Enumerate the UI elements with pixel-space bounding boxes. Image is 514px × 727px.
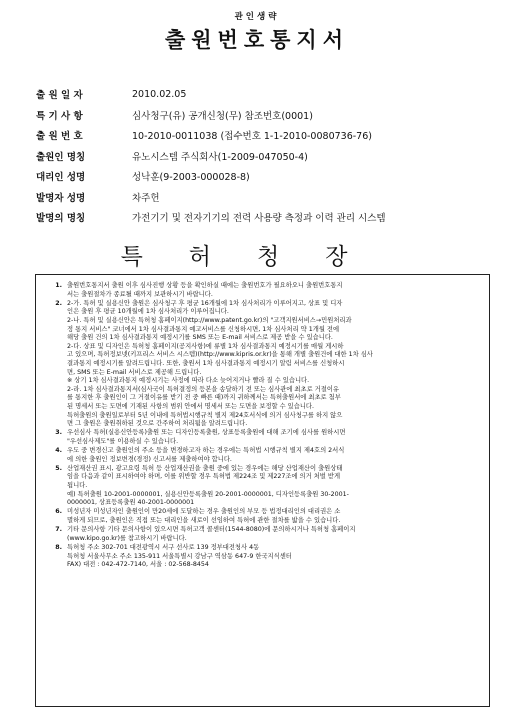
notice-line: 면 그 출원은 출원취하된 것으로 간주하여 처리됨을 알려드립니다. — [67, 420, 248, 428]
field-special-notes — [36, 105, 496, 126]
notice-number: 8. — [55, 543, 62, 551]
notice-item — [46, 544, 479, 570]
notice-line: 2-가. 특허 및 실용신안 출원은 심사청구 후 평균 16개월에 1차 심사처리가 이루어지고, 상표 및 디자 — [67, 299, 343, 307]
notice-line: 특허출원의 출원일로부터 5년 이내에 특허법시행규칙 별지 제24호서식에 의거 심사청구를 하지 않으 — [67, 411, 343, 419]
notice-item — [46, 465, 479, 508]
notice-text — [67, 544, 479, 570]
notice-line: 고 있으며, 특허정보넷(키프리스 서비스 시스템)(http://www.kipris.or.kr)을 통해 개별 출원건에 대한 1차 심사 — [67, 351, 373, 359]
notice-line: 임을 다음과 같이 표시하여야 하며, 이를 위반할 경우 특허법 제224조 및 제227조에 의거 처벌 받게 — [67, 473, 341, 481]
notice-line: (www.kipo.go.kr)를 참고하시기 바랍니다. — [67, 534, 187, 542]
seal-omitted-label: 관인생략 — [234, 12, 280, 22]
field-label: 대리인 성명 — [36, 172, 86, 184]
notice-number: 7. — [55, 526, 62, 534]
notice-line: 우도 중 변경신고 출원인의 주소 등을 변경하고자 하는 경우에는 특허법 시행규칙 별지 제4호의 2서식 — [67, 447, 345, 455]
application-fields — [36, 84, 496, 228]
notice-line: 산업재산권 표시, 광고요령 특허 등 산업재산권을 출원 중에 있는 경우에는 해당 산업재산이 출원상태 — [67, 464, 343, 472]
field-value: 가전기기 및 전자기기의 전력 사용량 측정과 이력 관리 시스템 — [132, 213, 386, 225]
notice-line: 를 통지한 후 출원인이 그 거절이유를 받기 전 중 빠른 때)까지 귀하께서는 특허출원서에 최초로 첨부 — [67, 394, 341, 402]
notice-text — [67, 282, 479, 299]
notice-text — [67, 447, 479, 464]
notice-line: 미성년자 미성년자인 출원인이 만20세에 도달하는 경우 출원인의 부모 등 법정대리인의 대리권은 소 — [67, 508, 341, 516]
notice-line: 인은 출원 후 평균 10개월에 1차 심사처리가 이루어집니다. — [67, 308, 229, 316]
notice-item — [46, 300, 479, 429]
field-label: 출 원 일 자 — [36, 90, 83, 102]
field-value: 10-2010-0011038 (접수번호 1-1-2010-0080736-76) — [132, 131, 372, 143]
notice-line: 출원번호통지서 출원 이후 심사진행 상황 등을 확인하실 때에는 출원번호가 필요하오니 출원번호통지 — [67, 282, 343, 289]
field-label: 출 원 번 호 — [36, 131, 83, 143]
field-label: 발명자 성명 — [36, 192, 86, 204]
field-agent-name — [36, 166, 496, 187]
notice-line: 에 의한 출원인 정보변경(경정) 신고서를 제출하여야 합니다. — [67, 455, 232, 463]
notice-number: 4. — [55, 447, 62, 455]
field-value: 성낙훈(9-2003-000028-8) — [132, 172, 250, 184]
notice-box — [35, 274, 490, 707]
field-application-number — [36, 125, 496, 146]
field-label: 출원인 명칭 — [36, 151, 86, 163]
notice-line: 특허청 서울사무소 주소 135-911 서울특별시 강남구 역삼동 647-9 한국지식센터 — [67, 552, 292, 560]
notice-text — [67, 465, 479, 508]
notice-list — [46, 282, 479, 570]
notice-text — [67, 508, 479, 525]
notice-line: 0000001, 상표등록출원 40-2001-0000001 — [67, 499, 195, 507]
notice-line: 특허청 주소 302-701 대전광역시 서구 선사로 139 정부대전청사 4동 — [67, 543, 260, 551]
field-value: 심사청구(유) 공개신청(무) 참조번호(0001) — [132, 110, 313, 122]
notice-number: 3. — [55, 429, 62, 437]
notice-item — [46, 282, 479, 299]
notice-line: 결과통지 예정시기를 알려드립니다. 또한, 출원서 1차 심사결과통지 예정시기 알림 서비스를 신청하시 — [67, 359, 345, 367]
notice-text — [67, 300, 479, 429]
notice-item — [46, 508, 479, 525]
field-value: 차주헌 — [132, 192, 160, 204]
field-applicant-name — [36, 146, 496, 167]
notice-line: 됩니다. — [67, 482, 88, 490]
notice-text — [67, 526, 479, 543]
notice-line: 해당 출원 건의 1차 심사결과통지 예정시기를 SMS 또는 E-mail 서비스로 제공 받을 수 있습니다. — [67, 334, 333, 342]
notice-line: 멸하게 되므로, 출원인은 직접 또는 대리인을 새로이 선임하여 특허에 관한 절차를 밟을 수 있습니다. — [67, 517, 341, 524]
notice-number: 6. — [55, 508, 62, 516]
issuer-title: 특허청장 — [120, 244, 394, 270]
field-label: 발명의 명칭 — [36, 213, 86, 225]
notice-line: 2-다. 상표 및 디자인은 특허청 홈페이지(공지사항)에 류별 1차 심사결과통지 예정시기를 매월 게시하 — [67, 342, 344, 350]
notice-number: 5. — [55, 464, 62, 472]
notice-line: 된 명세서 또는 도면에 기재된 사항의 범위 안에서 명세서 또는 도면을 보정할 수 있습니다. — [67, 402, 315, 410]
document-title: 출원번호통지서 — [164, 28, 349, 52]
notice-line: 서는 출원절차가 종료될 때까지 보관하시기 바랍니다. — [67, 290, 213, 298]
notice-line: 2-라. 1차 심사결과통지서(심사국이 특허결정의 등본을 송달하기 전 또는 심사관에 최초로 거절이유 — [67, 385, 339, 393]
notice-text — [67, 429, 479, 446]
notice-line: "우선심사제도"를 이용하실 수 있습니다. — [67, 437, 179, 445]
field-inventor-name — [36, 187, 496, 208]
notice-item — [46, 429, 479, 446]
notice-line: 기타 문의사항 기타 문의사항이 있으시면 특허고객 콜센터(1544-8080)에 문의하시거나 특허청 홈페이지 — [67, 526, 356, 534]
notice-line: 정 통지 서비스" 코너에서 1차 심사결과통지 예고서비스를 신청하시면, 1차 심사처리 약 1개월 전에 — [67, 325, 340, 333]
notice-line: 면, SMS 또는 E-mail 서비스로 제공해 드립니다. — [67, 368, 202, 376]
field-value: 유노시스템 주식회사(1-2009-047050-4) — [132, 151, 308, 163]
field-value: 2010.02.05 — [132, 88, 187, 100]
notice-item — [46, 526, 479, 543]
notice-line: 예) 특허출원 10-2001-0000001, 실용신안등록출원 20-2001-0000001, 디자인등록출원 30-2001- — [67, 490, 349, 498]
notice-number: 2. — [55, 299, 62, 307]
notice-line: FAX) 대전 : 042-472-7140, 서울 : 02-568-8454 — [67, 561, 209, 569]
notice-line: ※ 상기 1차 심사결과통지 예정시기는 사정에 따라 다소 늦어지거나 빨라 질 수 있습니다. — [67, 377, 310, 385]
notice-line: 우선심사 특허(실용신안등록)출원 또는 디자인등록출원, 상표등록출원에 대해 조기에 심사를 원하시면 — [67, 429, 346, 437]
notice-line: 2-나. 특허 및 실용신안은 특허청 홈페이지(http://www.patent.go.kr)의 "고객지원서비스→민원처리과 — [67, 316, 352, 324]
field-invention-title — [36, 207, 496, 228]
field-label: 특 기 사 항 — [36, 110, 83, 122]
notice-number: 1. — [55, 282, 62, 289]
notice-item — [46, 447, 479, 464]
field-filing-date — [36, 84, 496, 105]
